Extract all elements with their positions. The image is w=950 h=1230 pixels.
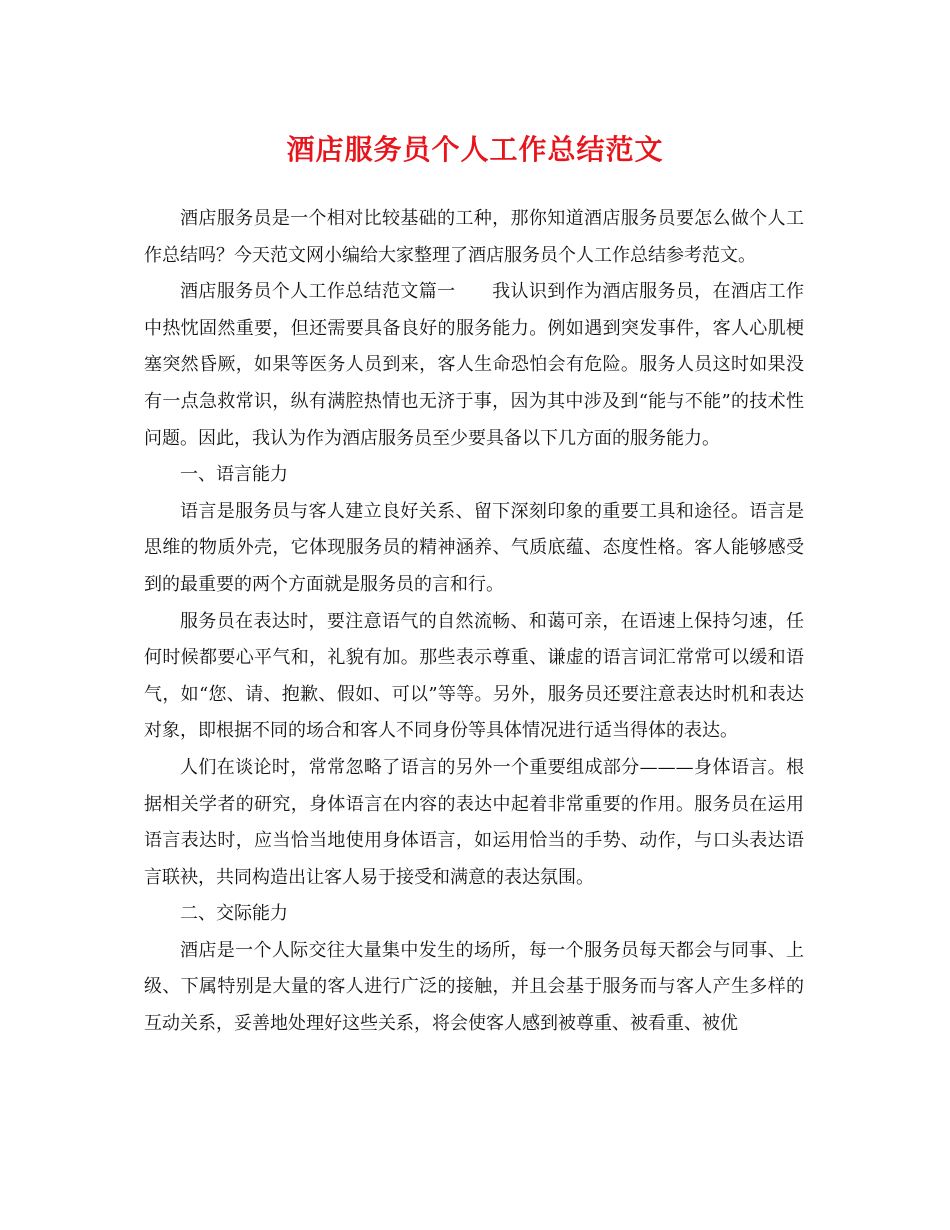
paragraph-language-2: 服务员在表达时，要注意语气的自然流畅、和蔼可亲，在语速上保持匀速，任何时候都要心平气和，礼貌有加。那些表示尊重、谦虚的语言词汇常常可以缓和语气，如“您、请、抱歉、假如、可以”等等。另外，服务员还要注意表达时机和表达对象，即根据不同的场合和客人不同身份等具体情况进行适当得体的表达。 xyxy=(144,610,804,742)
paragraph-social: 酒店是一个人际交往大量集中发生的场所，每一个服务员每天都会与同事、上级、下属特别是大量的客人进行广泛的接触，并且会基于服务而与客人产生多样的互动关系，妥善地处理好这些关系，将会使客人感到被尊重、被看重、被优 xyxy=(144,939,804,1035)
paragraph-intro: 酒店服务员是一个相对比较基础的工种，那你知道酒店服务员要怎么做个人工作总结吗？今天范文网小编给大家整理了酒店服务员个人工作总结参考范文。 xyxy=(144,208,804,266)
section-heading-language: 一、语言能力 xyxy=(180,464,288,486)
paragraph-body-language: 人们在谈论时，常常忽略了语言的另外一个重要组成部分———身体语言。根据相关学者的研究，身体语言在内容的表达中起着非常重要的作用。服务员在运用语言表达时，应当恰当地使用身体语言，如运用恰当的手势、动作，与口头表达语言联袂，共同构造出让客人易于接受和满意的表达氛围。 xyxy=(144,756,804,888)
section-heading-social: 二、交际能力 xyxy=(180,903,288,925)
document-body xyxy=(144,201,804,1043)
document-title: 酒店服务员个人工作总结范文 xyxy=(286,133,664,166)
paragraph-language-1: 语言是服务员与客人建立良好关系、留下深刻印象的重要工具和途径。语言是思维的物质外壳，它体现服务员的精神涵养、气质底蕴、态度性格。客人能够感受到的最重要的两个方面就是服务员的言和行。 xyxy=(144,500,804,595)
paragraph-article-one: 酒店服务员个人工作总结范文篇一 我认识到作为酒店服务员，在酒店工作中热忱固然重要，但还需要具备良好的服务能力。例如遇到突发事件，客人心肌梗塞突然昏厥，如果等医务人员到来，客人生命恐怕会有危险。服务人员这时如果没有一点急救常识，纵有满腔热情也无济于事，因为其中涉及到“能与不能”的技术性问题。因此，我认为作为酒店服务员至少要具备以下几方面的服务能力。 xyxy=(144,281,804,449)
